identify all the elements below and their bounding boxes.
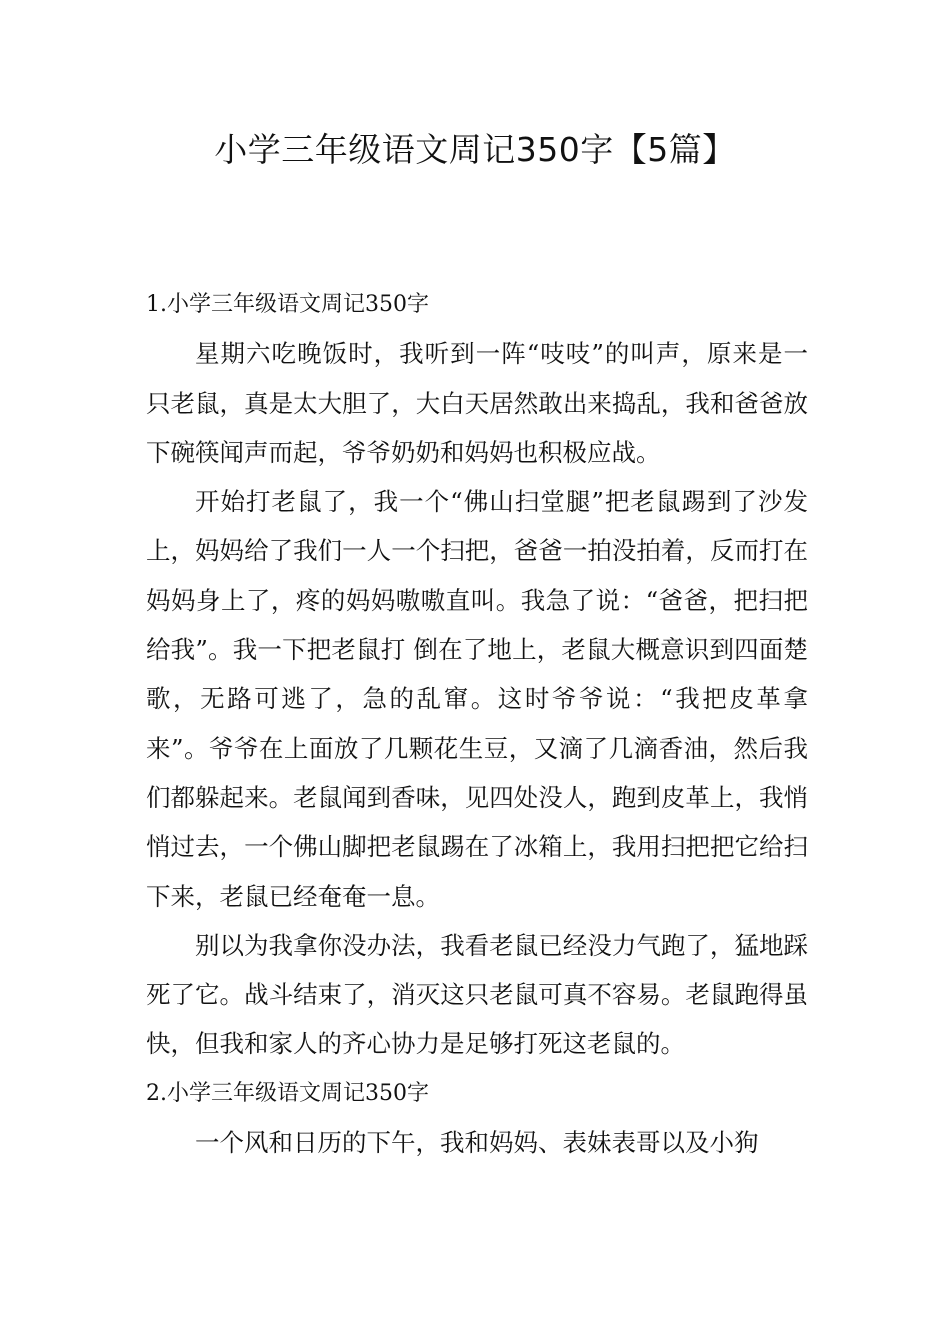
section-2 — [146, 1069, 808, 1168]
document-title: 小学三年级语文周记350字【5篇】 — [214, 130, 736, 169]
section-heading: 2.小学三年级语文周记350字 — [146, 1080, 429, 1106]
section-heading: 1.小学三年级语文周记350字 — [146, 292, 429, 317]
document-body — [146, 280, 808, 1167]
paragraph: 别以为我拿你没办法，我看老鼠已经没力气跑了，猛地踩死了它。战斗结束了，消灭这只老鼠可真不容易。老鼠跑得虽快，但我和家人的齐心协力是足够打死这老鼠的。 — [146, 930, 808, 1059]
paragraph: 星期六吃晚饭时，我听到一阵“吱吱”的叫声，原来是一只老鼠，真是太大胆了，大白天居然敢出来捣乱，我和爸爸放下碗筷闻声而起，爷爷奶奶和妈妈也积极应战。 — [146, 339, 808, 467]
section-1 — [146, 280, 808, 1069]
paragraph: 一个风和日历的下午，我和妈妈、表妹表哥以及小狗 — [195, 1128, 759, 1158]
paragraph: 开始打老鼠了，我一个“佛山扫堂腿”把老鼠踢到了沙发上，妈妈给了我们一人一个扫把，爸爸一拍没拍着，反而打在妈妈身上了，疼的妈妈嗷嗷直叫。我急了说：“爸爸，把扫把给我”。我一下把老鼠打 倒在了地上，老鼠大概意识到四面楚歌，无路可逃了，急的乱窜。这时爷爷说：“我把皮革拿来”。爷爷在上面放了几颗花生豆，又滴了几滴香油，然后我们都躲起来。老鼠闻到香味，见四处没人，跑到皮革上，我悄悄过去，一个佛山脚把老鼠踢在了冰箱上，我用扫把把它给扫下来，老鼠已经奄奄一息。 — [146, 487, 808, 911]
